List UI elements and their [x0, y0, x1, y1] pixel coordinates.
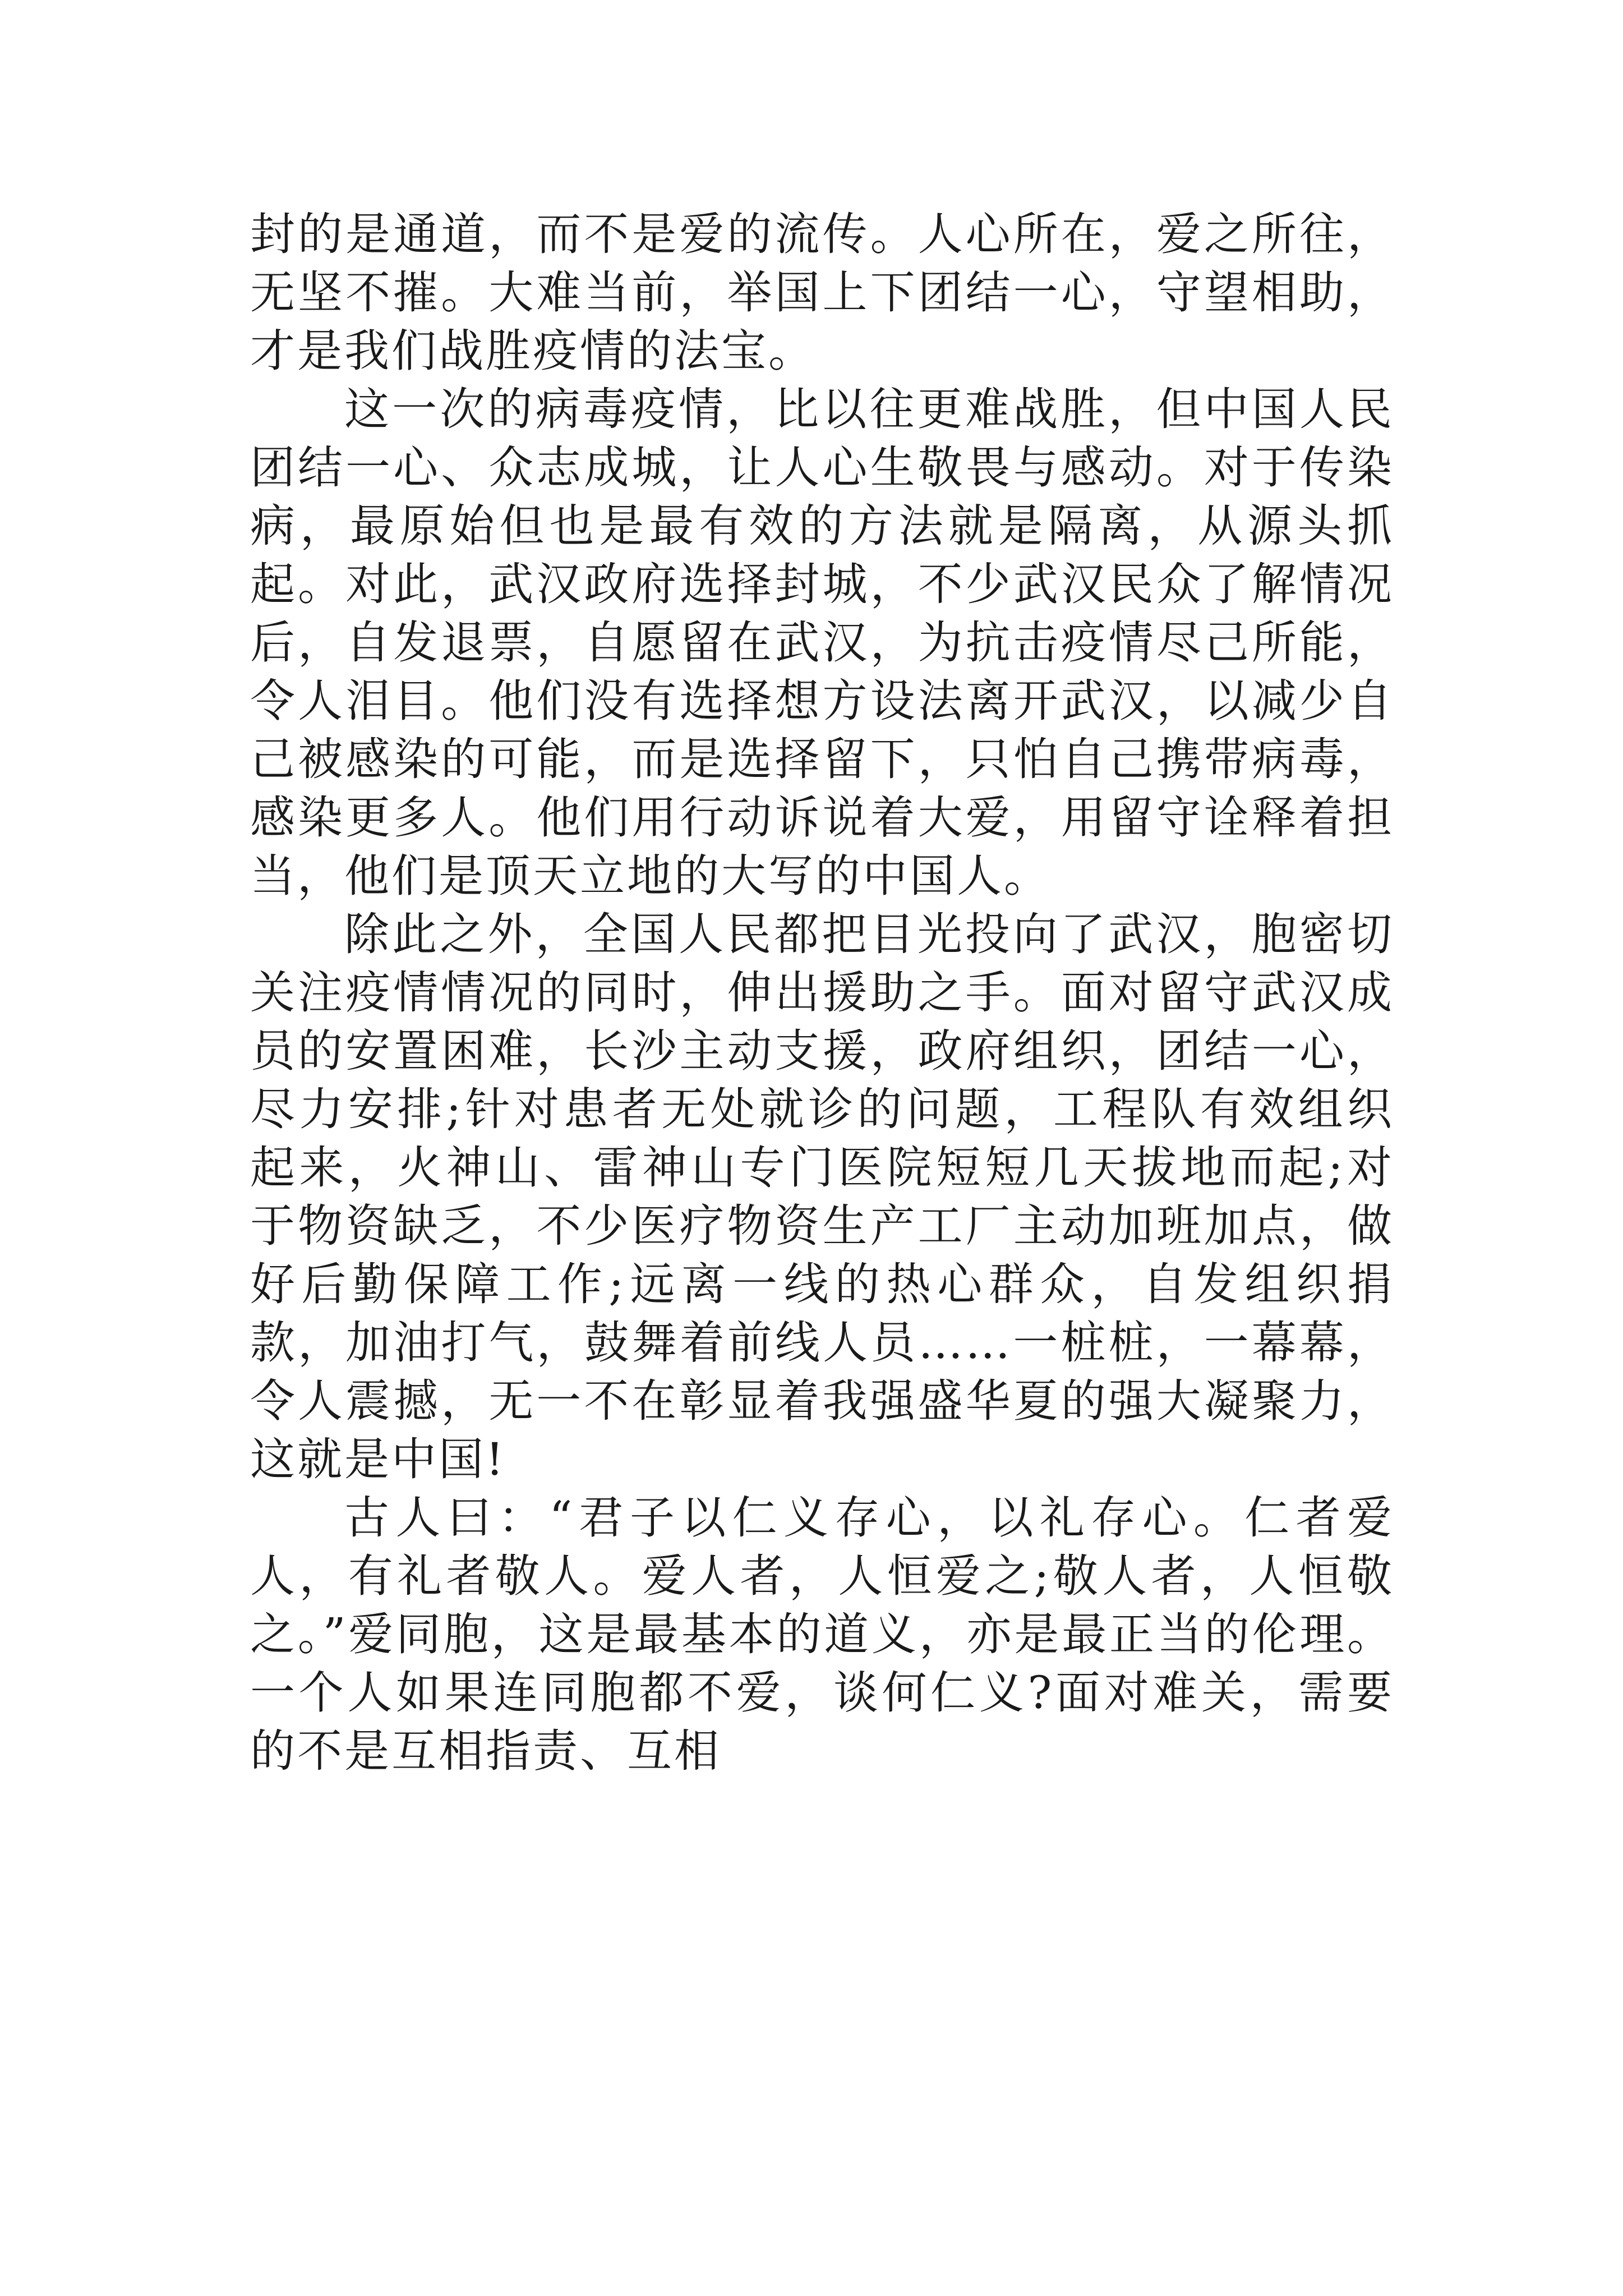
paragraph-1: 封的是通道，而不是爱的流传。人心所在，爱之所往，无坚不摧。大难当前，举国上下团结一心，守望相助，才是我们战胜疫情的法宝。: [250, 208, 1394, 377]
paragraph-2: 这一次的病毒疫情，比以往更难战胜，但中国人民团结一心、众志成城，让人心生敬畏与感动。对于传染病，最原始但也是最有效的方法就是隔离，从源头抓起。对此，武汉政府选择封城，不少武汉民众了解情况后，自发退票，自愿留在武汉，为抗击疫情尽己所能，令人泪目。他们没有选择想方设法离开武汉，以减少自己被感染的可能，而是选择留下，只怕自己携带病毒，感染更多人。他们用行动诉说着大爱，用留守诠释着担当，他们是顶天立地的大写的中国人。: [250, 383, 1394, 902]
paragraph-4: 古人曰：“君子以仁义存心，以礼存心。仁者爱人，有礼者敬人。爱人者，人恒爱之;敬人者，人恒敬之。”爱同胞，这是最基本的道义，亦是最正当的伦理。一个人如果连同胞都不爱，谈何仁义?面对难关，需要的不是互相指责、互相: [250, 1492, 1394, 1777]
paragraph-3: 除此之外，全国人民都把目光投向了武汉，胞密切关注疫情情况的同时，伸出援助之手。面对留守武汉成员的安置困难，长沙主动支援，政府组织，团结一心，尽力安排;针对患者无处就诊的问题，工程队有效组织起来，火神山、雷神山专门医院短短几天拔地而起;对于物资缺乏，不少医疗物资生产工厂主动加班加点，做好后勤保障工作;远离一线的热心群众，自发组织捐款，加油打气，鼓舞着前线人员……一桩桩，一幕幕，令人震撼，无一不在彰显着我强盛华夏的强大凝聚力，这就是中国!: [250, 908, 1394, 1485]
document-body: [250, 205, 1394, 1780]
